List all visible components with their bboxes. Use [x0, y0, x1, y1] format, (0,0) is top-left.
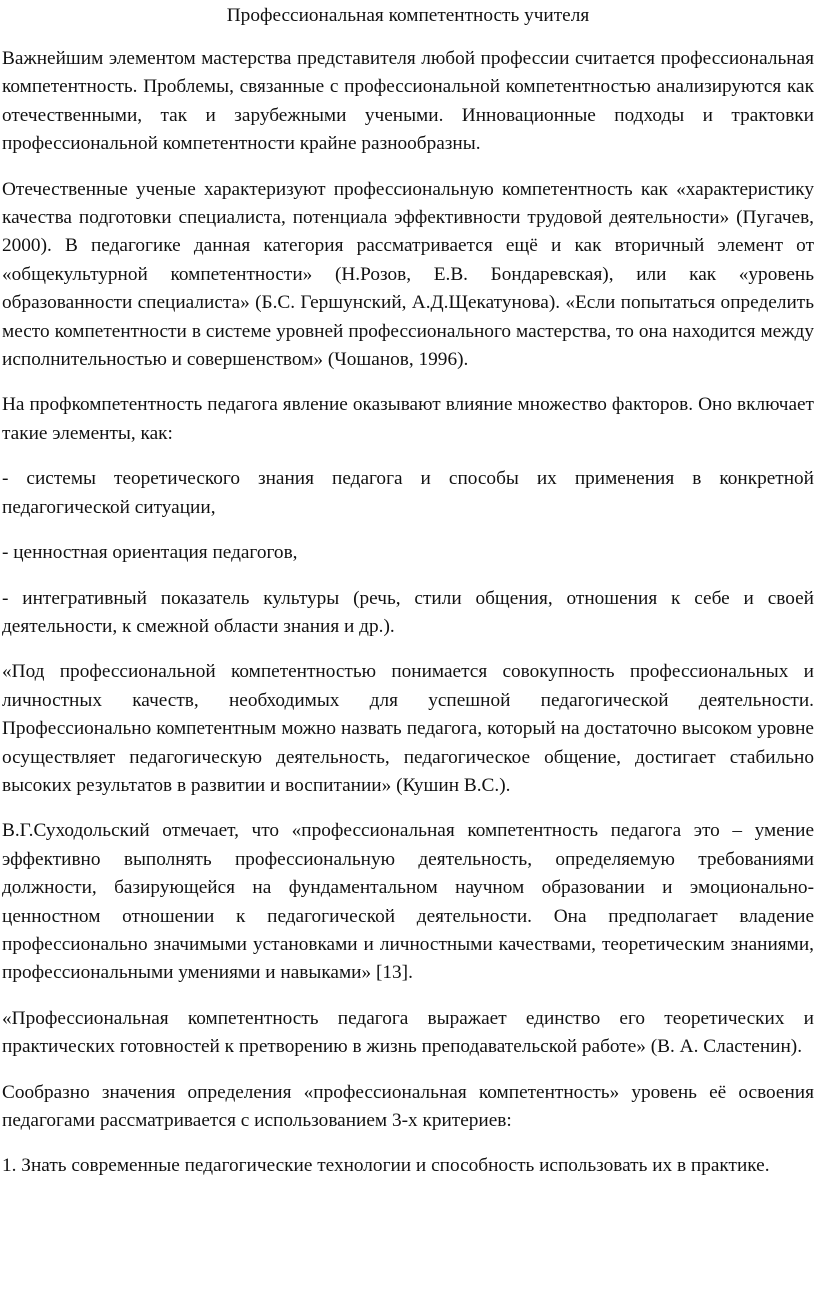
- list-item-theoretical-knowledge: - системы теоретического знания педагога и способы их применения в конкретной педагогической ситуации,: [2, 468, 814, 518]
- paragraph-sukhodolsky: В.Г.Суходольский отмечает, что «профессиональная компетентность педагога это – умение эффективно выполнять профессиональную деятельность, определяемую требованиями должности, базирующейся на фундаментальном научном образовании и эмоционально-ценностном отношении к педагогической деятельности. Она предполагает владение профессионально значимыми установками и личностными качествами, теоретическим знаниями, профессиональными умениями и навыками» [13].: [2, 820, 814, 984]
- list-item-value-orientation: - ценностная ориентация педагогов,: [2, 542, 298, 564]
- paragraph-domestic-scholars: Отечественные ученые характеризуют профессиональную компетентность как «характеристику качества подготовки специалиста, потенциала эффективности трудовой деятельности» (Пугачев, 2000). В педагогике данная категория рассматривается ещё и как вторичный элемент от «общекультурной компетентности» (Н.Розов, Е.В. Бондаревская), или как «уровень образованности специалиста» (Б.С. Гершунский, А.Д.Щекатунова). «Если попытаться определить место компетентности в системе уровней профессионального мастерства, то она находится между исполнительностью и совершенством» (Чошанов, 1996).: [2, 178, 814, 371]
- document-title: Профессиональная компетентность учителя: [226, 5, 590, 26]
- list-item-culture-indicator: - интегративный показатель культуры (речь, стили общения, отношения к себе и своей деятельности, к смежной области знания и др.).: [2, 587, 814, 637]
- paragraph-slastenin-quote: «Профессиональная компетентность педагога выражает единство его теоретических и практических готовностей к претворению в жизнь преподавательской работе» (В. А. Сластенин).: [2, 1007, 814, 1058]
- paragraph-factors: На профкомпетентность педагога явление оказывают влияние множество факторов. Оно включает такие элементы, как:: [2, 394, 814, 444]
- list-item-criterion-1: 1. Знать современные педагогические технологии и способность использовать их в практике.: [2, 1155, 770, 1177]
- paragraph-kushin-quote: «Под профессиональной компетентностью понимается совокупность профессиональных и личностных качеств, необходимых для успешной педагогической деятельности. Профессионально компетентным можно назвать педагога, который на достаточно высоком уровне осуществляет педагогическую деятельность, педагогическое общение, достигает стабильно высоких результатов в развитии и воспитании» (Кушин В.С.).: [2, 661, 814, 796]
- paragraph-criteria: Сообразно значения определения «профессиональная компетентность» уровень её освоения педагогами рассматривается с использованием 3-х критериев:: [2, 1081, 814, 1131]
- paragraph-intro: Важнейшим элементом мастерства представителя любой профессии считается профессиональная компетентность. Проблемы, связанные с профессиональной компетентностью анализируются как отечественными, так и зарубежными учеными. Инновационные подходы и трактовки профессиональной компетентности крайне разнообразны.: [2, 48, 814, 155]
